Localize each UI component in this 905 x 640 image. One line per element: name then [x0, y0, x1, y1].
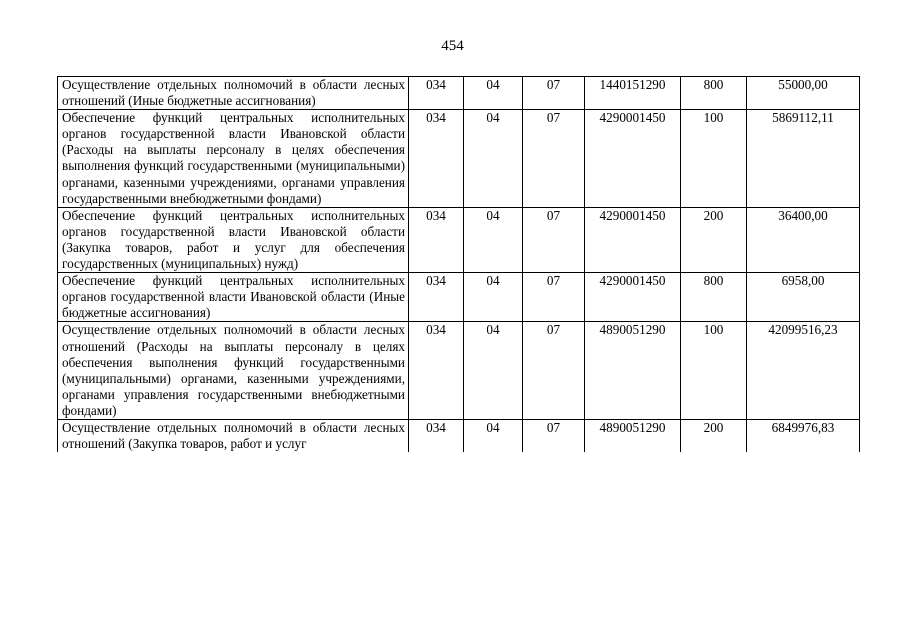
section-code: 04: [464, 77, 523, 110]
ministry-code: 034: [409, 207, 464, 272]
expense-type-code: 100: [681, 322, 747, 420]
target-item-code: 1440151290: [585, 77, 681, 110]
page-number: 454: [441, 38, 464, 54]
amount: 6849976,83: [747, 419, 860, 452]
ministry-code: 034: [409, 110, 464, 208]
table-row: [58, 322, 860, 420]
ministry-code: 034: [409, 322, 464, 420]
expense-type-code: 200: [681, 419, 747, 452]
amount: 55000,00: [747, 77, 860, 110]
expense-type-code: 800: [681, 77, 747, 110]
amount: 5869112,11: [747, 110, 860, 208]
section-code: 04: [464, 273, 523, 322]
ministry-code: 034: [409, 419, 464, 452]
expense-description: Обеспечение функций центральных исполнительных органов государственной власти Ивановской области (Закупка товаров, работ и услуг для обеспечения государственных (муниципальных) нужд): [58, 207, 409, 272]
target-item-code: 4890051290: [585, 419, 681, 452]
ministry-code: 034: [409, 273, 464, 322]
table-row: [58, 110, 860, 208]
expense-type-code: 800: [681, 273, 747, 322]
table-row: [58, 273, 860, 322]
subsection-code: 07: [523, 77, 585, 110]
expense-description: Осуществление отдельных полномочий в области лесных отношений (Иные бюджетные ассигнования): [58, 77, 409, 110]
table-row: [58, 207, 860, 272]
expense-description: Осуществление отдельных полномочий в области лесных отношений (Расходы на выплаты персоналу в целях обеспечения выполнения функций государственными (муниципальными) органами, казенными учреждениями, органами управления государственными внебюджетными фондами): [58, 322, 409, 420]
amount: 36400,00: [747, 207, 860, 272]
target-item-code: 4290001450: [585, 273, 681, 322]
section-code: 04: [464, 419, 523, 452]
ministry-code: 034: [409, 77, 464, 110]
subsection-code: 07: [523, 273, 585, 322]
amount: 42099516,23: [747, 322, 860, 420]
expense-type-code: 200: [681, 207, 747, 272]
amount: 6958,00: [747, 273, 860, 322]
section-code: 04: [464, 322, 523, 420]
target-item-code: 4890051290: [585, 322, 681, 420]
subsection-code: 07: [523, 110, 585, 208]
subsection-code: 07: [523, 207, 585, 272]
section-code: 04: [464, 110, 523, 208]
expense-description: Обеспечение функций центральных исполнительных органов государственной власти Ивановской области (Расходы на выплаты персоналу в целях обеспечения выполнения функций государственными (муниципальными) органами, казенными учреждениями, органами управления государственными внебюджетными фондами): [58, 110, 409, 208]
subsection-code: 07: [523, 419, 585, 452]
expense-type-code: 100: [681, 110, 747, 208]
expense-description: Осуществление отдельных полномочий в области лесных отношений (Закупка товаров, работ и услуг: [58, 419, 409, 452]
target-item-code: 4290001450: [585, 110, 681, 208]
table-row: [58, 77, 860, 110]
target-item-code: 4290001450: [585, 207, 681, 272]
expense-description: Обеспечение функций центральных исполнительных органов государственной власти Ивановской области (Иные бюджетные ассигнования): [58, 273, 409, 322]
budget-table: [57, 76, 860, 452]
table-row: [58, 419, 860, 452]
subsection-code: 07: [523, 322, 585, 420]
section-code: 04: [464, 207, 523, 272]
